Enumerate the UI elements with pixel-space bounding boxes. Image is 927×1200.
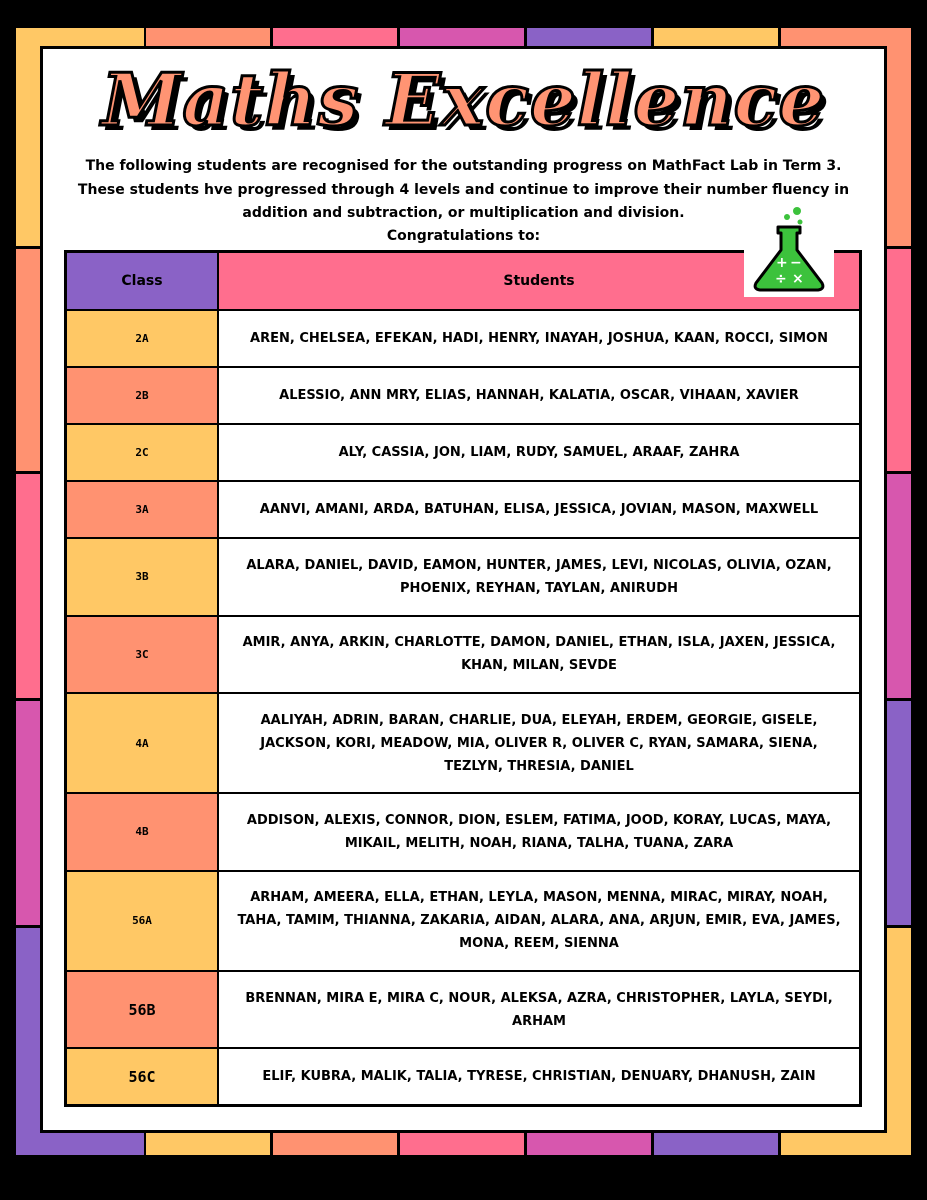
border-segment [146, 1133, 270, 1155]
border-segment [16, 474, 40, 698]
students-cell: AANVI, AMANI, ARDA, BATUHAN, ELISA, JESSICA, JOVIAN, MASON, MAXWELL [218, 481, 861, 538]
table-header-row [66, 252, 861, 310]
table-row [66, 538, 861, 615]
border-segment [16, 701, 40, 925]
students-cell: ALESSIO, ANN MRY, ELIAS, HANNAH, KALATIA, OSCAR, VIHAAN, XAVIER [218, 367, 861, 424]
border-segment [400, 28, 524, 46]
class-cell: 3A [66, 481, 219, 538]
svg-text:×: × [792, 271, 804, 287]
border-segment [16, 928, 40, 1155]
border-segment [527, 28, 651, 46]
students-cell: ARHAM, AMEERA, ELLA, ETHAN, LEYLA, MASON, MENNA, MIRAC, MIRAY, NOAH, TAHA, TAMIM, THIANNA, ZAKARIA, AIDAN, ALARA, ANA, ARJUN, EMIR, EVA, JAMES, MONA, REEM, SIENNA [218, 871, 861, 971]
students-cell: ELIF, KUBRA, MALIK, TALIA, TYRESE, CHRISTIAN, DENUARY, DHANUSH, ZAIN [218, 1048, 861, 1105]
students-cell: ALY, CASSIA, JON, LIAM, RUDY, SAMUEL, ARAAF, ZAHRA [218, 424, 861, 481]
class-cell: 4A [66, 693, 219, 793]
class-cell: 56C [66, 1048, 219, 1105]
class-cell: 56A [66, 871, 219, 971]
border-segment [887, 249, 911, 471]
students-cell: ADDISON, ALEXIS, CONNOR, DION, ESLEM, FATIMA, JOOD, KORAY, LUCAS, MAYA, MIKAIL, MELITH, NOAH, RIANA, TALHA, TUANA, ZARA [218, 793, 861, 870]
congratulations-text: Congratulations to: [386, 228, 541, 244]
border-segment [146, 28, 270, 46]
class-cell: 2A [66, 310, 219, 367]
svg-text:÷: ÷ [775, 271, 787, 287]
students-cell: AMIR, ANYA, ARKIN, CHARLOTTE, DAMON, DANIEL, ETHAN, ISLA, JAXEN, JESSICA, KHAN, MILAN, SEVDE [218, 616, 861, 693]
students-table [64, 250, 862, 1107]
flask-graphic [744, 205, 834, 297]
students-cell: AALIYAH, ADRIN, BARAN, CHARLIE, DUA, ELEYAH, ERDEM, GEORGIE, GISELE, JACKSON, KORI, MEADOW, MIA, OLIVER R, OLIVER C, RYAN, SAMARA, SIENA, TEZLYN, THRESIA, DANIEL [218, 693, 861, 793]
table-row [66, 481, 861, 538]
table-row [66, 793, 861, 870]
table-row [66, 616, 861, 693]
border-segment [16, 249, 40, 471]
table-row [66, 424, 861, 481]
students-column-header: Students [218, 252, 861, 310]
border-segment [273, 28, 397, 46]
table-row [66, 1048, 861, 1105]
border-segment [654, 1133, 778, 1155]
table-row [66, 693, 861, 793]
border-segment [887, 928, 911, 1155]
science-flask-icon [744, 205, 834, 297]
class-cell: 56B [66, 971, 219, 1048]
class-cell: 3C [66, 616, 219, 693]
class-column-header: Class [66, 252, 219, 310]
border-segment [273, 1133, 397, 1155]
svg-text:−: − [790, 255, 802, 271]
class-cell: 4B [66, 793, 219, 870]
intro-text: The following students are recognised for the outstanding progress on MathFact Lab in Term 3. These students hve progressed through 4 levels and continue to improve their number fluency in addition and subtraction, or multiplication and division. [77, 158, 850, 221]
border-segment [527, 1133, 651, 1155]
border-segment [887, 701, 911, 925]
class-cell: 3B [66, 538, 219, 615]
table-row [66, 367, 861, 424]
svg-text:+: + [776, 255, 788, 271]
border-segment [400, 1133, 524, 1155]
students-cell: BRENNAN, MIRA E, MIRA C, NOUR, ALEKSA, AZRA, CHRISTOPHER, LAYLA, SEYDI, ARHAM [218, 971, 861, 1048]
table-row [66, 971, 861, 1048]
students-cell: AREN, CHELSEA, EFEKAN, HADI, HENRY, INAYAH, JOSHUA, KAAN, ROCCI, SIMON [218, 310, 861, 367]
students-cell: ALARA, DANIEL, DAVID, EAMON, HUNTER, JAMES, LEVI, NICOLAS, OLIVIA, OZAN, PHOENIX, REYHAN, TAYLAN, ANIRUDH [218, 538, 861, 615]
class-cell: 2C [66, 424, 219, 481]
border-segment [887, 474, 911, 698]
table-row [66, 310, 861, 367]
page-title: Maths Excellence [101, 57, 826, 142]
border-segment [654, 28, 778, 46]
class-cell: 2B [66, 367, 219, 424]
table-row [66, 871, 861, 971]
